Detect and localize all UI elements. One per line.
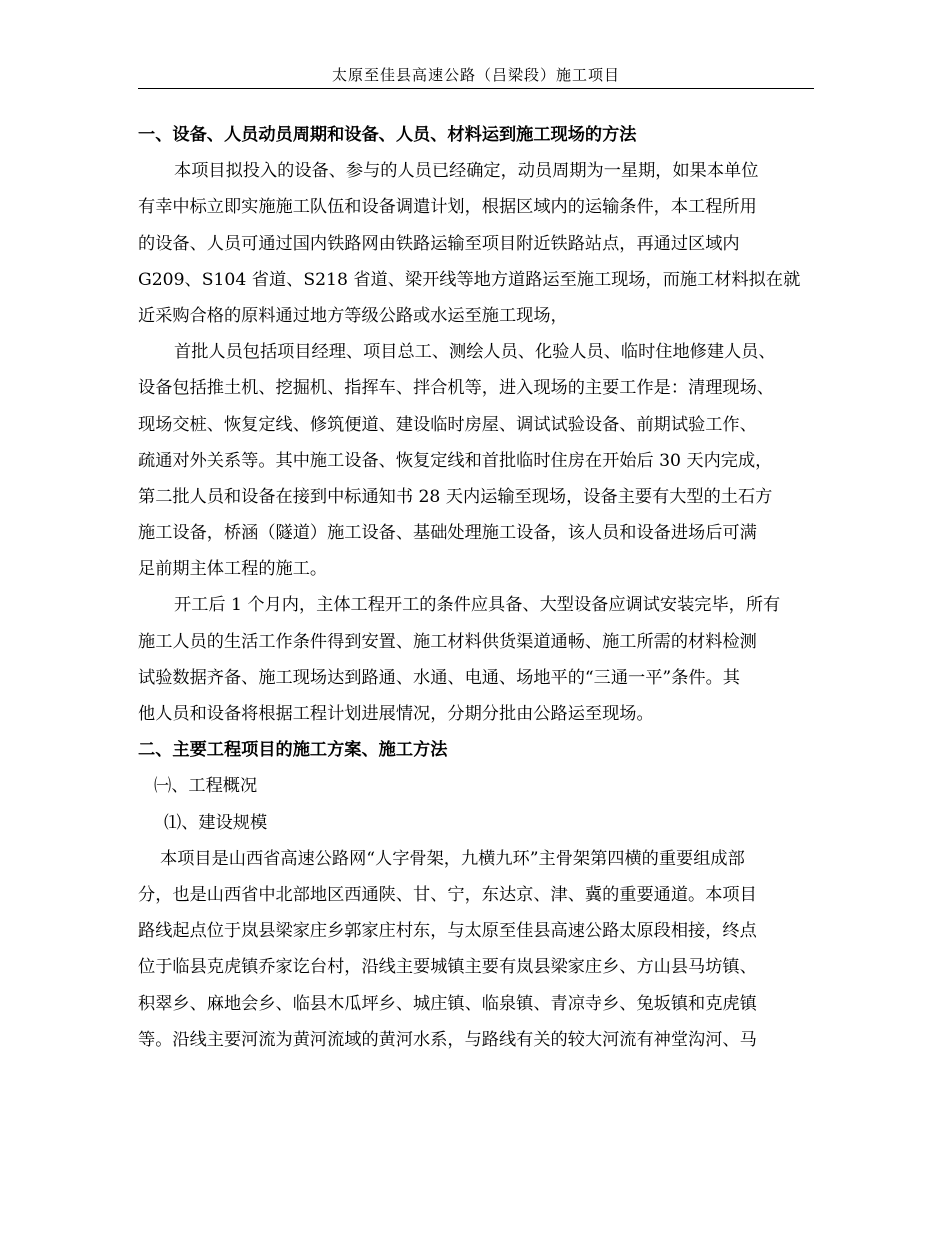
section-heading: 一、设备、人员动员周期和设备、人员、材料运到施工现场的方法 <box>138 125 637 145</box>
text-line: 开工后 1 个月内，主体工程开工的条件应具备、大型设备应调试安装完毕，所有 <box>174 595 781 616</box>
text-line: 路线起点位于岚县梁家庄乡郭家庄村东，与太原至佳县高速公路太原段相接，终点 <box>138 921 757 942</box>
text-line: G209、S104 省道、S218 省道、梁开线等地方道路运至施工现场，而施工材料拟在就 <box>138 269 801 290</box>
text-line: 有幸中标立即实施施工队伍和设备调遣计划，根据区域内的运输条件，本工程所用 <box>138 197 757 218</box>
text-line: 分，也是山西省中北部地区西通陕、甘、宁，东达京、津、冀的重要通道。本项目 <box>138 884 757 905</box>
text-line: 的设备、人员可通过国内铁路网由铁路运输至项目附近铁路站点，再通过区域内 <box>138 233 740 254</box>
text-line: 他人员和设备将根据工程计划进展情况，分期分批由公路运至现场。 <box>138 704 654 724</box>
text-line: 近采购合格的原料通过地方等级公路或水运至施工现场， <box>138 305 568 326</box>
page-header: 太原至佳县高速公路（吕梁段）施工项目 <box>331 66 620 84</box>
text-line: 等。沿线主要河流为黄河流域的黄河水系，与路线有关的较大河流有神堂沟河、马 <box>138 1029 757 1050</box>
text-line: 施工人员的生活工作条件得到安置、施工材料供货渠道通畅、施工所需的材料检测 <box>138 631 757 652</box>
text-line: 试验数据齐备、施工现场达到路通、水通、电通、场地平的“三通一平”条件。其 <box>138 667 740 688</box>
text-line: 位于临县克虎镇乔家讫台村，沿线主要城镇主要有岚县梁家庄乡、方山县马坊镇、 <box>138 957 757 978</box>
text-line: 首批人员包括项目经理、项目总工、测绘人员、化验人员、临时住地修建人员、 <box>174 342 776 363</box>
text-line: 积翠乡、麻地会乡、临县木瓜坪乡、城庄镇、临泉镇、青凉寺乡、兔坂镇和克虎镇 <box>138 993 757 1014</box>
text-line: ⑴、建设规模 <box>164 812 268 833</box>
text-line: 足前期主体工程的施工。 <box>138 559 328 580</box>
text-line: 施工设备，桥涵（隧道）施工设备、基础处理施工设备，该人员和设备进场后可满 <box>138 523 757 544</box>
text-line: 本项目拟投入的设备、参与的人员已经确定，动员周期为一星期，如果本单位 <box>174 161 759 182</box>
header-divider <box>138 88 814 89</box>
text-line: ㈠、工程概况 <box>154 776 258 797</box>
text-line: 设备包括推土机、挖掘机、指挥车、拌合机等，进入现场的主要工作是：清理现场、 <box>138 378 774 399</box>
text-line: 本项目是山西省高速公路网“人字骨架，九横九环”主骨架第四横的重要组成部 <box>160 848 745 869</box>
document-body <box>138 117 828 1058</box>
text-line: 疏通对外关系等。其中施工设备、恢复定线和首批临时住房在开始后 30 天内完成， <box>138 450 773 471</box>
section-heading: 二、主要工程项目的施工方案、施工方法 <box>138 740 448 761</box>
text-line: 第二批人员和设备在接到中标通知书 28 天内运输至现场，设备主要有大型的土石方 <box>138 486 773 507</box>
text-line: 现场交桩、恢复定线、修筑便道、建设临时房屋、调试试验设备、前期试验工作、 <box>138 414 757 435</box>
